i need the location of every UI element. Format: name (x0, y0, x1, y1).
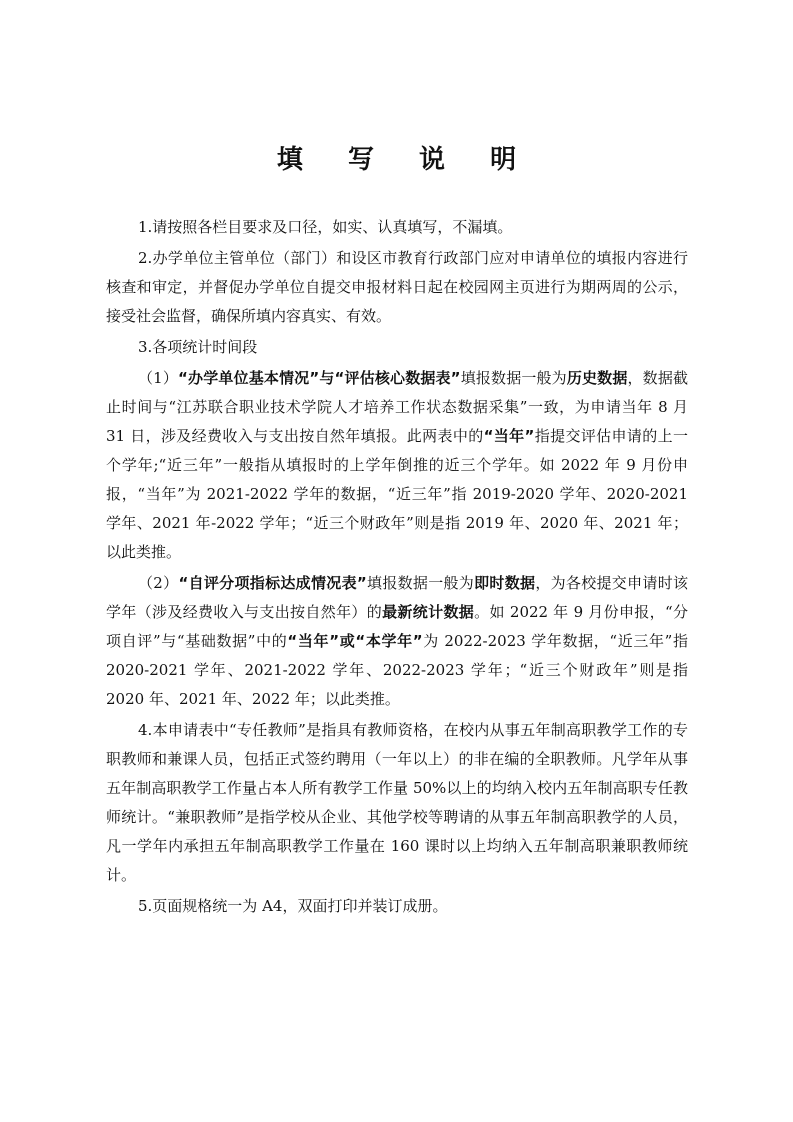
sub-2-number: （2） (138, 574, 179, 592)
page-title: 填 写 说 明 (276, 145, 535, 175)
sub-1-text-a: 填报数据一般为 (460, 369, 567, 387)
sub-1-text-b: ，数据截止时间与“江苏联合职业技术学院人才培养工作状态数据采集”一致，为申请当年 8 月 31 日，涉及经费收入与支出按自然年填报。此两表中的 (106, 369, 688, 445)
item-4: 4.本申请表中“专任教师”是指具有教师资格，在校内从事五年制高职教学工作的专职教师和兼课人员，包括正式签约聘用（一年以上）的非在编的全职教师。凡学年从事五年制高职教学工作量占本人所有教学工作量 50%以上的均纳入校内五年制高职专任教师统计。“兼职教师”是指学校从企业、其他学校等聘请的从事五年制高职教学的人员，凡一学年内承担五年制高职教学工作量在 160 课时以上均纳入五年制高职兼职教师统计。 (106, 721, 688, 884)
sub-2-instant-data: 即时数据 (474, 574, 536, 592)
sub-1-text-c: 指提交评估申请的上一个学年;“近三年”一般指从填报时的上学年倒推的近三个学年。如 2022 年 9 月份申报，“当年”为 2021-2022 学年的数据，“近三年”指 2019-2020 学年、2020-2021 学年、2021 年-2022 学年；“近三个财政年”则是指 2019 年、2020 年、2021 年；以此类推。 (106, 427, 688, 561)
instructions-body (106, 213, 688, 923)
item-5: 5.页面规格统一为 A4，双面打印并装订成册。 (138, 897, 448, 915)
item-3-heading: 3.各项统计时间段 (138, 338, 258, 356)
item-3-sub-2 (106, 569, 688, 714)
sub-1-number: （1） (138, 369, 179, 387)
sub-1-historical-data: 历史数据 (566, 369, 628, 387)
item-3-sub-1 (106, 364, 688, 567)
sub-1-current-year: “当年” (483, 427, 535, 445)
sub-1-table-names: “办学单位基本情况”与“评估核心数据表” (178, 369, 461, 387)
sub-2-text-a: 填报数据一般为 (366, 574, 475, 592)
sub-2-text-d: 为 2022-2023 学年数据，“近三年”指 2020-2021 学年、2021-2022 学年、2022-2023 学年；“近三个财政年”则是指 2020 年、2021 年、2022 年；以此类推。 (106, 632, 688, 708)
sub-2-text-b: ，为各校提交申请时该学年（涉及经费收入与支出按自然年）的 (106, 574, 688, 621)
sub-2-table-name: “自评分项指标达成情况表” (178, 574, 367, 592)
item-2: 2.办学单位主管单位（部门）和设区市教育行政部门应对申请单位的填报内容进行核查和审定，并督促办学单位自提交申报材料日起在校园网主页进行为期两周的公示，接受社会监督，确保所填内容真实、有效。 (106, 249, 688, 325)
sub-2-current-year: “当年”或“本学年” (287, 632, 423, 650)
item-1: 1.请按照各栏目要求及口径，如实、认真填写，不漏填。 (138, 218, 513, 236)
sub-2-text-c: 。如 2022 年 9 月份申报，“分项自评”与“基础数据”中的 (106, 603, 688, 650)
sub-2-latest-data: 最新统计数据 (382, 603, 475, 621)
